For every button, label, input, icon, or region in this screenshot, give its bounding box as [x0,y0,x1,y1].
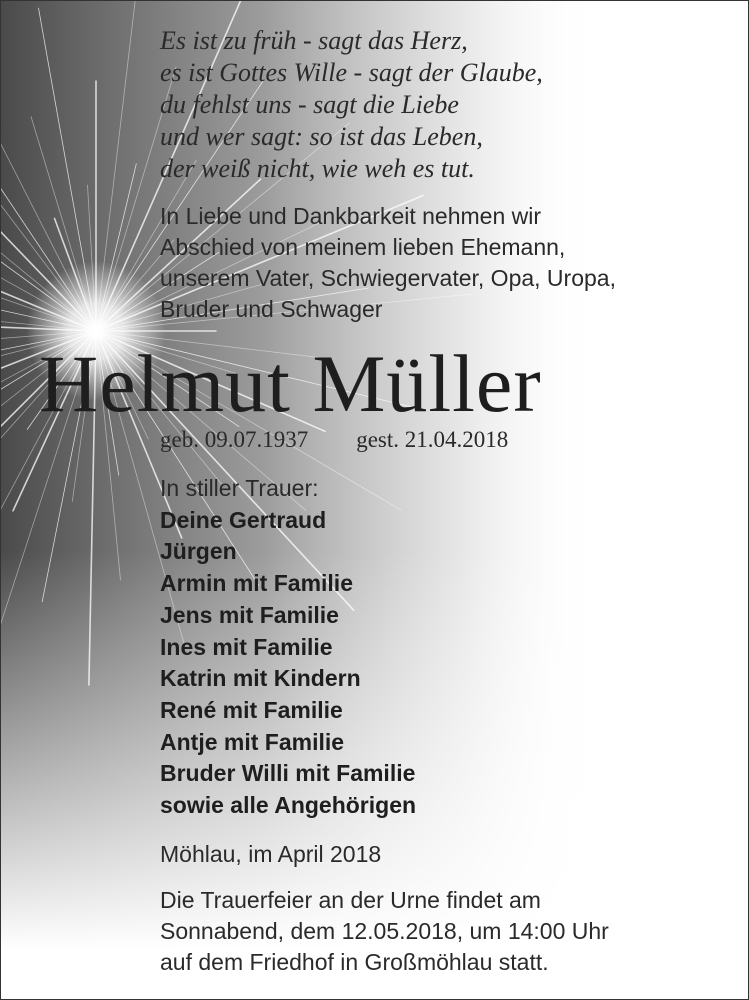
life-dates [160,425,508,455]
mourners-list [160,473,416,822]
place-and-date: Möhlau, im April 2018 [160,841,382,867]
farewell-line: In Liebe und Dankbarkeit nehmen wir [160,203,542,229]
mourner-name: Jürgen [160,538,237,565]
poem-verse [160,25,543,185]
farewell-line: Bruder und Schwager [160,296,383,322]
mourner-name: Antje mit Familie [160,728,345,755]
deceased-name: Helmut Müller [39,338,542,429]
service-line: auf dem Friedhof in Großmöhlau statt. [160,949,549,975]
verse-line: es ist Gottes Wille - sagt der Glaube, [160,58,543,87]
verse-line: du fehlst uns - sagt die Liebe [160,90,459,119]
mourner-name: Armin mit Familie [160,570,353,597]
service-line: Die Trauerfeier an der Urne findet am [160,887,541,913]
mourner-name: Bruder Willi mit Familie [160,760,416,787]
mourner-name: Deine Gertraud [160,506,327,533]
mourner-name: sowie alle Angehörigen [160,792,417,819]
farewell-line: unserem Vater, Schwiegervater, Opa, Uropa, [160,265,616,291]
verse-line: und wer sagt: so ist das Leben, [160,122,483,151]
farewell-line: Abschied von meinem lieben Ehemann, [160,234,566,260]
mourner-name: Jens mit Familie [160,601,339,628]
mourner-name: René mit Familie [160,696,343,723]
birth-date: geb. 09.07.1937 [160,427,309,452]
death-date: gest. 21.04.2018 [356,427,509,452]
verse-line: Es ist zu früh - sagt das Herz, [160,26,468,55]
funeral-service-info [160,885,609,978]
mourner-name: Ines mit Familie [160,633,333,660]
farewell-text [160,201,616,325]
mourners-heading: In stiller Trauer: [160,475,319,501]
mourner-name: Katrin mit Kindern [160,665,361,692]
verse-line: der weiß nicht, wie weh es tut. [160,154,475,183]
service-line: Sonnabend, dem 12.05.2018, um 14:00 Uhr [160,918,609,944]
